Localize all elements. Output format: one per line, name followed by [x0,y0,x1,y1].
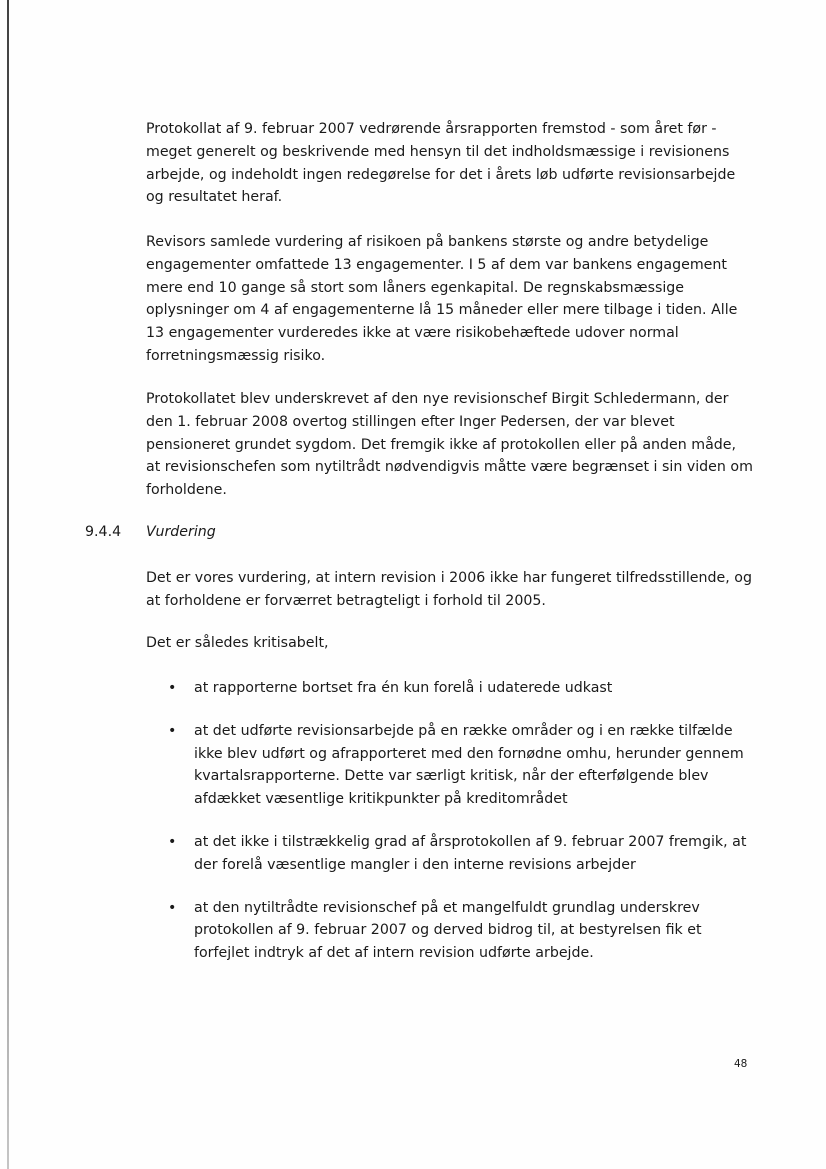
list-item [146,720,754,811]
list-item-text: at det ikke i tilstrækkelig grad af årsprotokollen af 9. februar 2007 fremgik, at der forelå væsentlige mangler i den interne revisions arbejder [194,833,747,873]
bullet-icon: • [168,833,177,850]
paragraph-underskrift: Protokollatet blev underskrevet af den nye revisionschef Birgit Schledermann, der den 1. februar 2008 overtog stillingen efter Inger Pedersen, der var blevet pensioneret grundet sygdom. Det fremgik ikke af protokollen eller på anden måde, at revisionschefen som nytiltrådt nødvendigvis måtte være begrænset i sin viden om forholdene. [146,391,753,499]
page-number: 48 [734,1058,748,1070]
section-number: 9.4.4 [85,524,122,540]
list-item [146,831,754,877]
bullet-icon: • [168,680,177,696]
section-title: Vurdering [146,524,216,540]
list-item-text: at rapporterne bortset fra én kun forelå i udaterede udkast [194,680,613,696]
paragraph-protokollat: Protokollat af 9. februar 2007 vedrørende årsrapporten fremstod - som året før - meget generelt og beskrivende med hensyn til det indholdsmæssige i revisionens arbejde, og indeholdt ingen redegørelse for det i årets løb udførte revisionsarbejde og resultatet heraf. [146,121,736,206]
list-item-text: at det udførte revisionsarbejde på en række områder og i en række tilfælde ikke blev udført og afrapporteret med den fornødne omhu, herunder gennem kvartalsrapporterne. Dette var særligt kritisk, når der efterfølgende blev afdækket væsentlige kritikpunkter på kreditområdet [194,722,744,808]
list-item-text: at den nytiltrådte revisionschef på et mangelfuldt grundlag underskrev protokollen af 9. februar 2007 og derved bidrog til, at bestyrelsen fik et forfejlet indtryk af det af intern revision udførte arbejde. [194,899,702,962]
list-item [146,897,754,965]
paragraph-revisors-vurdering: Revisors samlede vurdering af risikoen på bankens største og andre betydelige engagementer omfattede 13 engagementer. I 5 af dem var bankens engagement mere end 10 gange så stort som låners egenkapital. De regnskabsmæssige oplysninger om 4 af engagementerne lå 15 måneder eller mere tilbage i tiden. Alle 13 engagementer vurderedes ikke at være risikobehæftede udover normal forretningsmæssig risiko. [146,234,738,364]
scan-edge-line [7,0,9,1169]
paragraph-vurdering: Det er vores vurdering, at intern revision i 2006 ikke har fungeret tilfredsstillende, og at forholdene er forværret betragteligt i forhold til 2005. [146,570,752,609]
list-item [146,677,754,700]
criticism-list [146,677,754,985]
bullet-icon: • [168,722,177,739]
bullet-icon: • [168,899,177,916]
paragraph-kritisabelt: Det er således kritisabelt, [146,635,329,651]
